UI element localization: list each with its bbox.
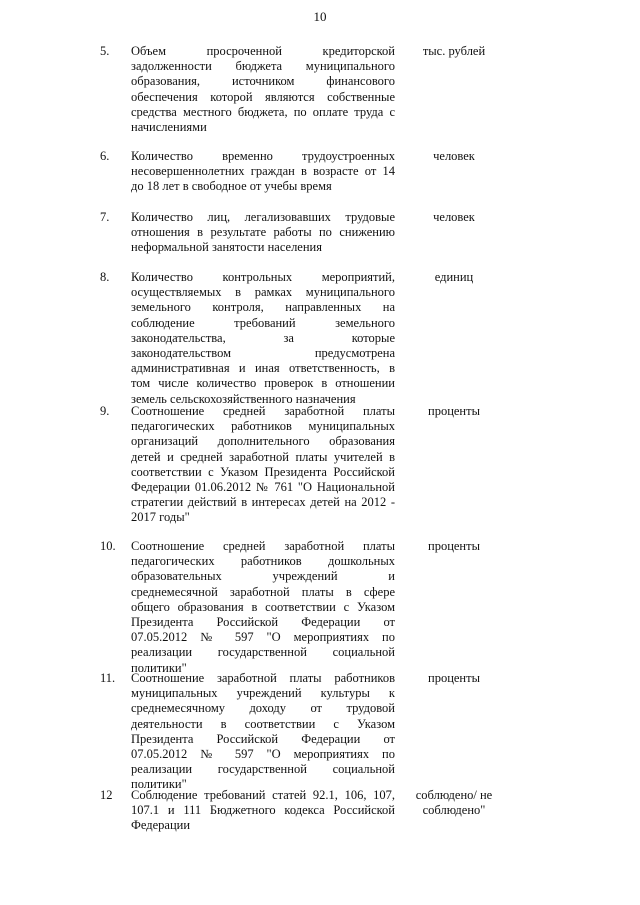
description-line: педагогических работников муниципальных <box>131 419 395 434</box>
description-line: Соотношение средней заработной платы <box>131 404 395 418</box>
description-line: административная и иная ответственность, в <box>131 361 395 376</box>
description-line: 07.05.2012 № 597 "О мероприятиях по <box>131 747 395 762</box>
description-line: законодательства, за которые <box>131 330 395 345</box>
description-line: политики" <box>131 660 187 675</box>
description-line: Количество контрольных мероприятий, <box>131 270 395 284</box>
row-number: 8. <box>100 270 110 284</box>
unit-of-measure: соблюдено/ не соблюдено" <box>415 788 493 818</box>
description-line: среднемесячной заработной платы в сфере <box>131 584 395 599</box>
description-line: Соотношение заработной платы работников <box>131 671 395 685</box>
description-line: осуществляемых в рамках муниципального <box>131 285 395 300</box>
row-number: 9. <box>100 404 110 418</box>
description-line: земельного контроля, направленных на <box>131 300 395 315</box>
indicator-description <box>131 788 395 834</box>
unit-of-measure: единиц <box>434 270 474 284</box>
description-line: 107.1 и 111 Бюджетного кодекса Российской <box>131 803 395 818</box>
description-line: 07.05.2012 № 597 "О мероприятиях по <box>131 630 395 645</box>
description-line: Президента Российской Федерации от <box>131 731 395 746</box>
description-line: том числе количество проверок в отношении <box>131 376 395 391</box>
description-line: начислениями <box>131 120 207 135</box>
description-line: Федерации <box>131 818 191 833</box>
row-number: 5. <box>100 44 110 58</box>
indicator-description <box>131 44 395 135</box>
indicator-description <box>131 210 395 256</box>
description-line: детей и средней заработной платы учителей в <box>131 449 395 464</box>
description-line: муниципальных учреждений культуры к <box>131 686 395 701</box>
description-line: общего образования в соответствии с Указом <box>131 599 395 614</box>
description-line: Президента Российской Федерации от <box>131 615 395 630</box>
description-line: реализации государственной социальной <box>131 762 395 777</box>
description-line: образования, источником финансового <box>131 74 395 89</box>
description-line: Количество временно трудоустроенных <box>131 149 395 163</box>
unit-of-measure: проценты <box>428 404 480 418</box>
unit-of-measure: проценты <box>428 671 480 685</box>
description-line: Соблюдение требований статей 92.1, 106, 107, <box>131 788 395 802</box>
description-line: до 18 лет в свободное от учебы время <box>131 179 332 194</box>
description-line: среднемесячному доходу от трудовой <box>131 701 395 716</box>
description-line: Соотношение средней заработной платы <box>131 539 395 553</box>
indicator-description <box>131 671 395 793</box>
description-line: несовершеннолетних граждан в возрасте от 14 <box>131 164 395 179</box>
description-line: соблюдение требований земельного <box>131 315 395 330</box>
row-number: 12 <box>100 788 113 802</box>
row-number: 6. <box>100 149 110 163</box>
description-line: деятельности в соответствии с Указом <box>131 716 395 731</box>
page-number: 10 <box>313 9 327 24</box>
description-line: реализации государственной социальной <box>131 645 395 660</box>
row-number: 11. <box>100 671 116 685</box>
description-line: неформальной занятости населения <box>131 240 322 255</box>
description-line: 2017 годы" <box>131 510 190 525</box>
description-line: обеспечения которой являются собственные <box>131 89 395 104</box>
unit-of-measure: человек <box>433 149 475 163</box>
description-line: законодательством предусмотрена <box>131 346 395 361</box>
description-line: Объем просроченной кредиторской <box>131 44 395 58</box>
indicator-description <box>131 539 395 676</box>
indicator-description <box>131 404 395 526</box>
description-line: политики" <box>131 777 187 792</box>
description-line: педагогических работников дошкольных <box>131 554 395 569</box>
description-line: организаций дополнительного образования <box>131 434 395 449</box>
indicator-description <box>131 270 395 407</box>
description-line: образовательных учреждений и <box>131 569 395 584</box>
row-number: 7. <box>100 210 110 224</box>
description-line: соответствии с Указом Президента Российской <box>131 464 395 479</box>
indicator-description <box>131 149 395 195</box>
description-line: задолженности бюджета муниципального <box>131 59 395 74</box>
unit-of-measure: проценты <box>428 539 480 553</box>
description-line: Федерации 01.06.2012 № 761 "О Национальной <box>131 480 395 495</box>
row-number: 10. <box>100 539 116 553</box>
description-line: Количество лиц, легализовавших трудовые <box>131 210 395 224</box>
description-line: отношения в результате работы по снижению <box>131 225 395 240</box>
description-line: земель сельскохозяйственного назначения <box>131 391 356 406</box>
description-line: средства местного бюджета, по оплате труда с <box>131 104 395 119</box>
unit-of-measure: человек <box>433 210 475 224</box>
description-line: стратегии действий в интересах детей на 2012 - <box>131 495 395 510</box>
unit-of-measure: тыс. рублей <box>422 44 486 58</box>
